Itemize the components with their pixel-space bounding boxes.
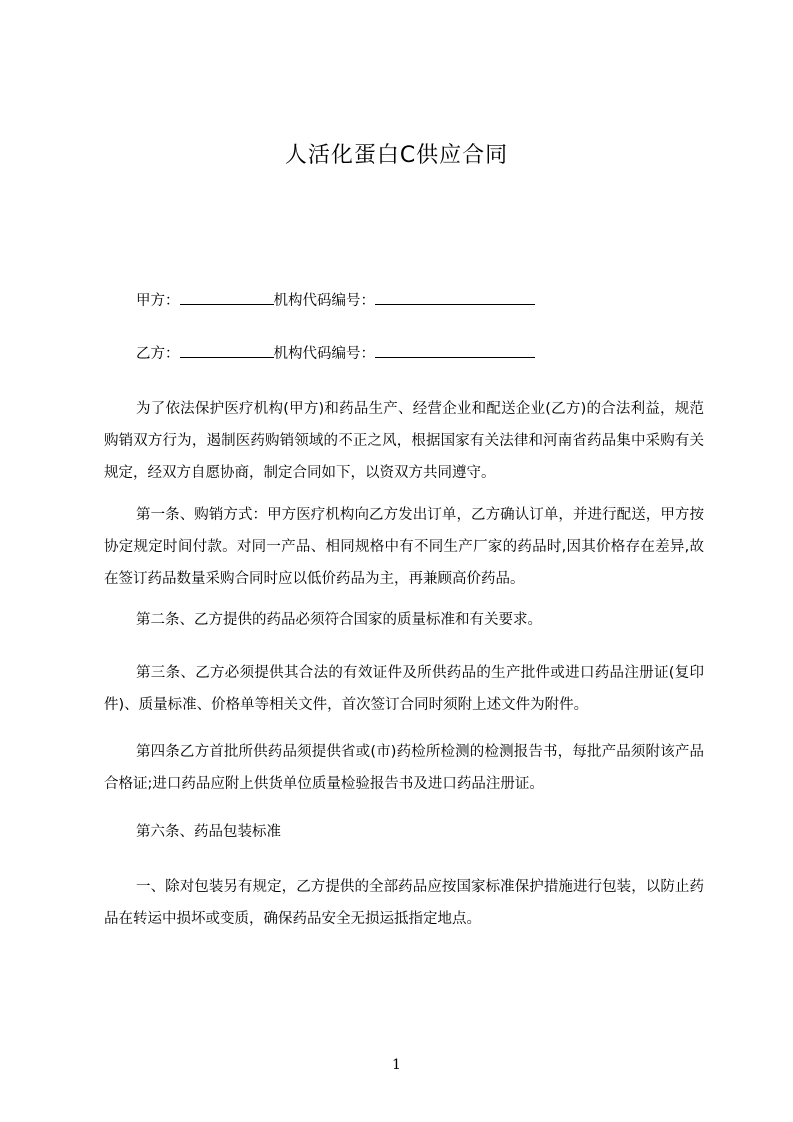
party-b-code-blank [375, 343, 535, 358]
party-a-label: 甲方： [136, 293, 180, 309]
article-6-heading: 第六条、药品包装标准 [136, 824, 281, 840]
party-a-code-label: 机构代码编号： [273, 293, 375, 309]
party-b-line [136, 343, 535, 365]
party-b-code-label: 机构代码编号： [273, 346, 375, 362]
article-1-paragraph: 第一条、购销方式：甲方医疗机构向乙方发出订单，乙方确认订单，并进行配送，甲方按协定规定时间付款。对同一产品、相同规格中有不同生产厂家的药品时,因其价格存在差异,故在签订药品数量采购合同时应以低价药品为主，再兼顾高价药品。 [104, 507, 704, 587]
party-b-label: 乙方： [136, 346, 180, 362]
article-4-paragraph: 第四条乙方首批所供药品须提供省或(市)药检所检测的检测报告书，每批产品须附该产品合格证;进口药品应附上供货单位质量检验报告书及进口药品注册证。 [104, 744, 704, 792]
page-number: 1 [392, 1057, 401, 1073]
article-3-paragraph: 第三条、乙方必须提供其合法的有效证件及所供药品的生产批件或进口药品注册证(复印件)、质量标准、价格单等相关文件，首次签订合同时须附上述文件为附件。 [104, 665, 704, 713]
preamble-paragraph: 为了依法保护医疗机构(甲方)和药品生产、经营企业和配送企业(乙方)的合法利益，规范购销双方行为，遏制医药购销领域的不正之风，根据国家有关法律和河南省药品集中采购有关规定，经双方自愿协商，制定合同如下，以资双方共同遵守。 [104, 401, 704, 481]
party-b-name-blank [180, 343, 274, 358]
party-a-code-blank [375, 290, 535, 305]
article-2-paragraph: 第二条、乙方提供的药品必须符合国家的质量标准和有关要求。 [136, 612, 542, 628]
party-a-line [136, 290, 535, 312]
party-a-name-blank [180, 290, 274, 305]
article-6-item-1-paragraph: 一、除对包装另有规定，乙方提供的全部药品应按国家标准保护措施进行包装，以防止药品在转运中损坏或变质，确保药品安全无损运抵指定地点。 [104, 879, 704, 927]
document-title: 人活化蛋白C供应合同 [284, 143, 509, 168]
